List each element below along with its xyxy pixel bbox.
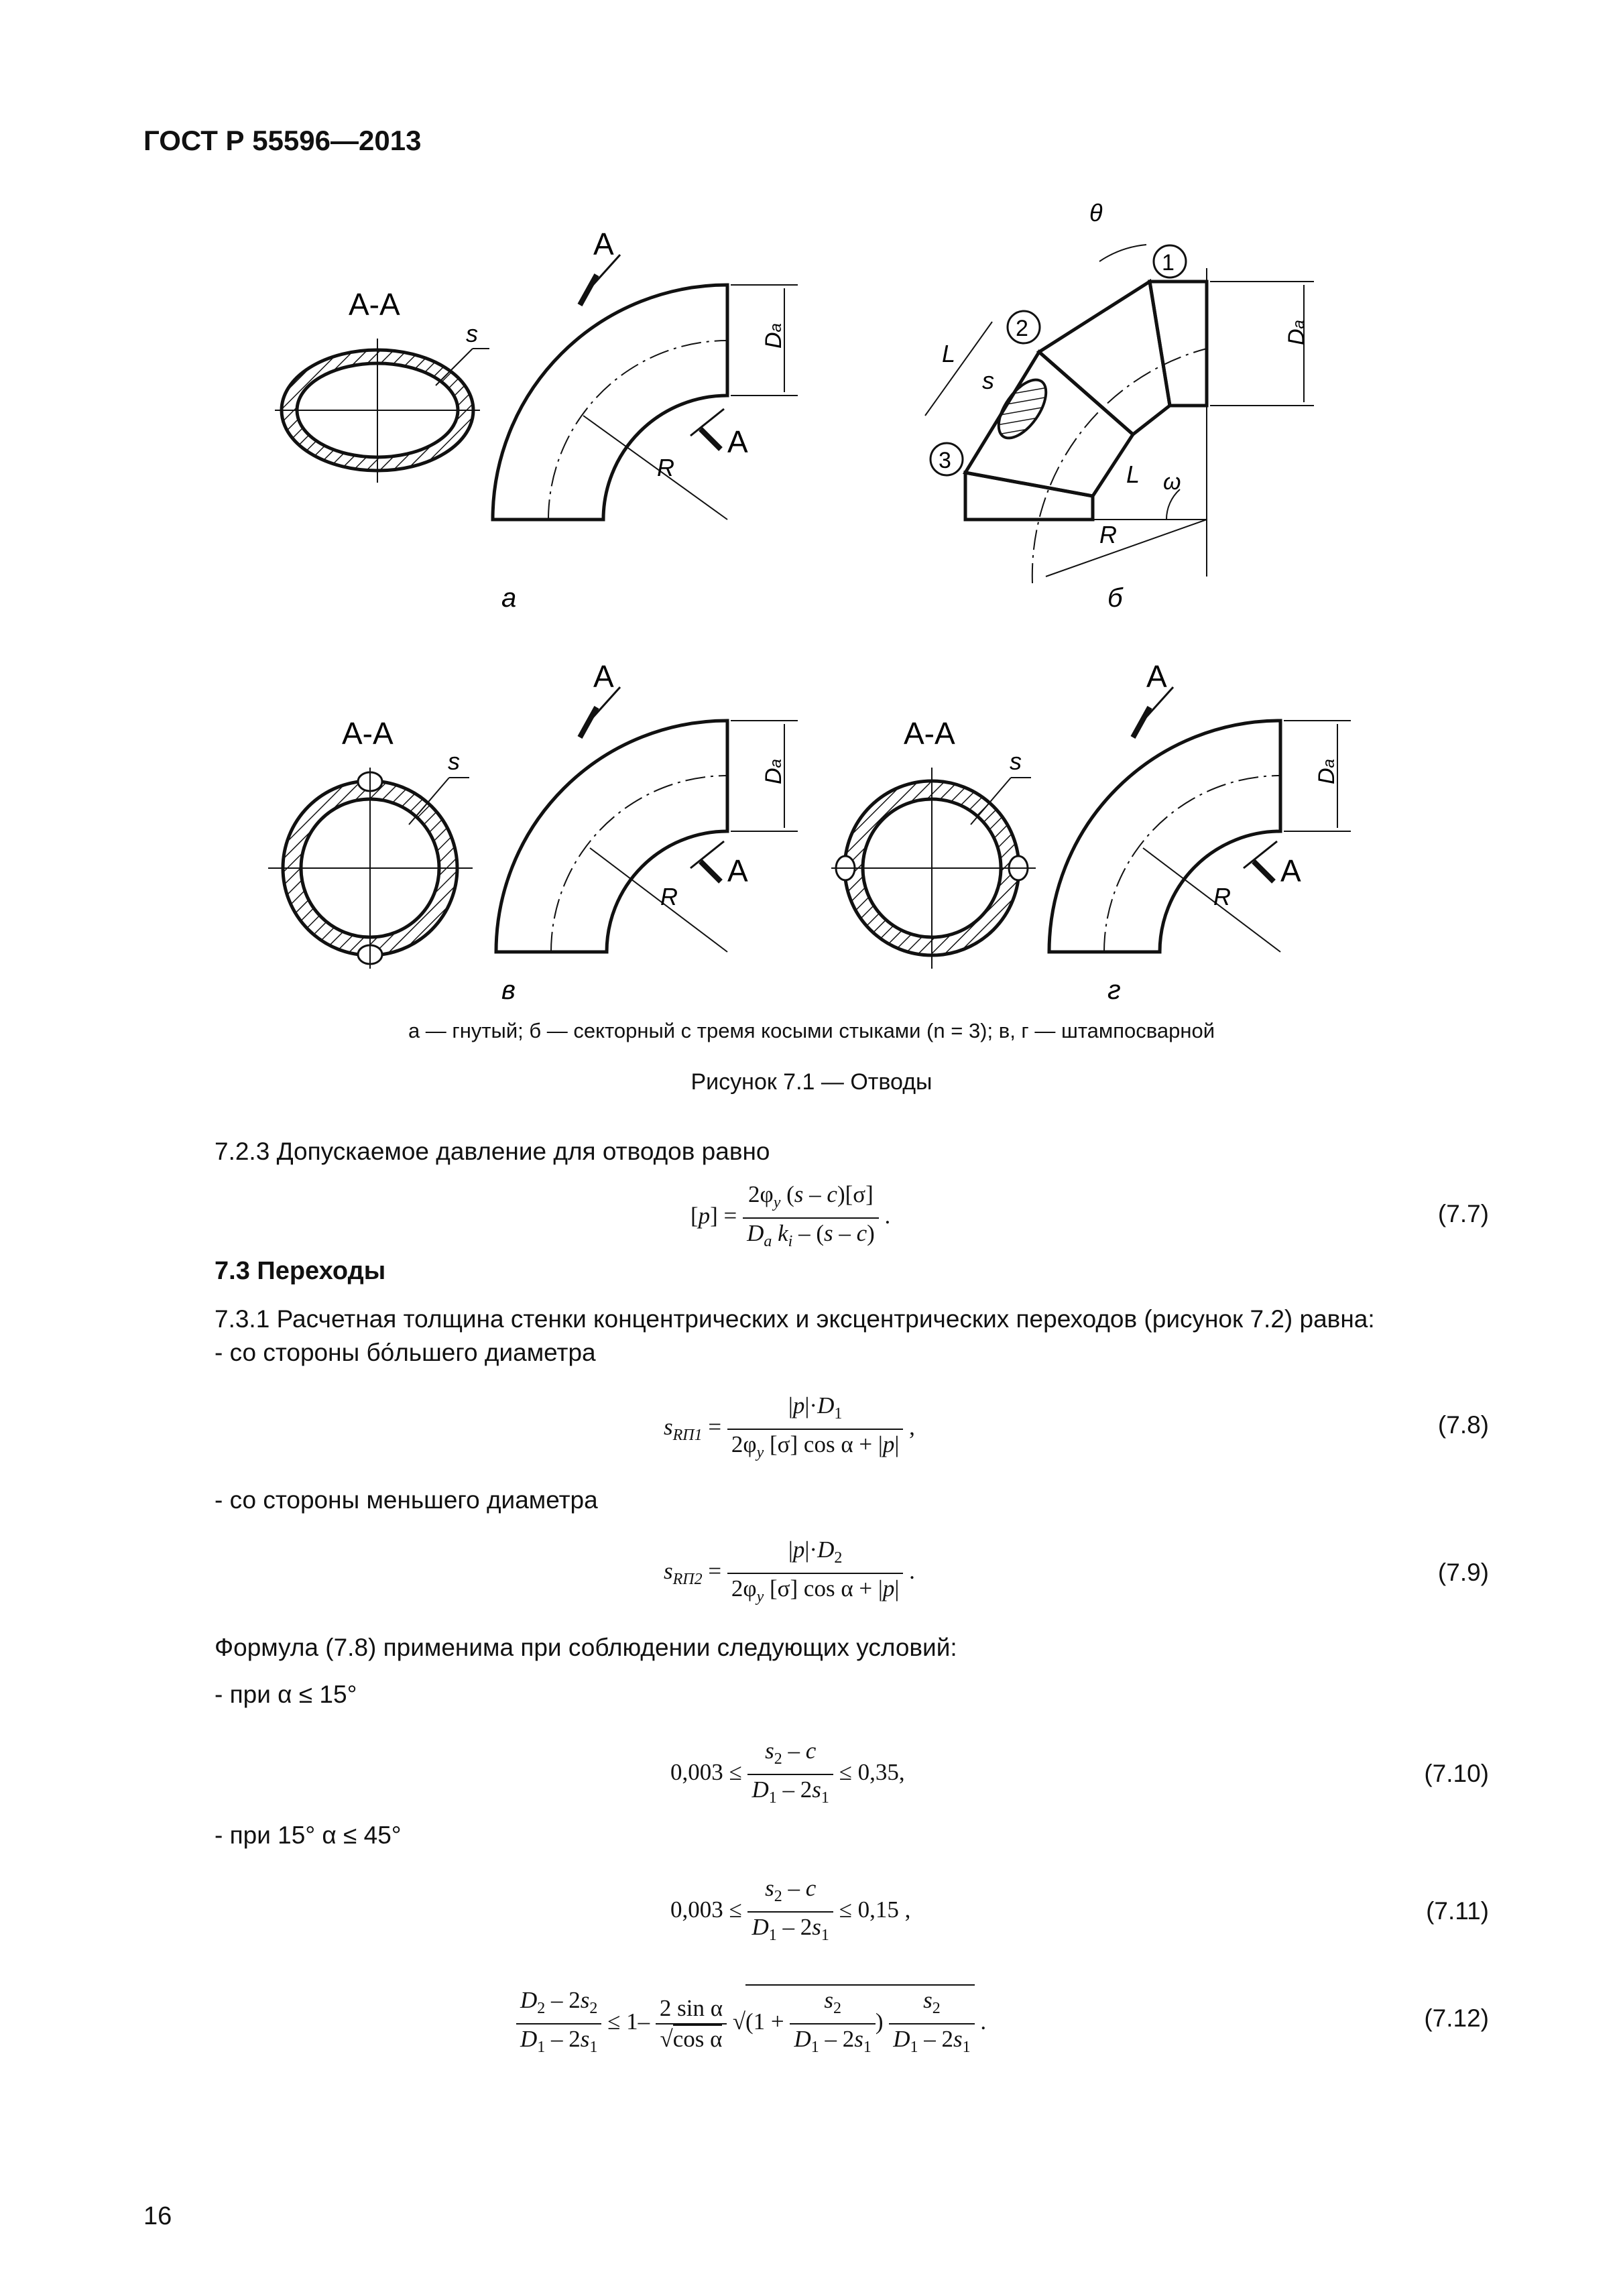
- fig-b-L-label-right: L: [1126, 461, 1140, 488]
- fig-v-s-label: s: [448, 747, 460, 775]
- fig-v-cut-label-bottom: А: [727, 853, 748, 888]
- formula-7-11: 0,003 ≤ $\frac{s_2 - c}{D_1 - 2s_1}$ ≤ 0,15 ,: [670, 1875, 911, 1944]
- figure-title: Рисунок 7.1 — Отводы: [690, 1069, 933, 1095]
- formula-7-7: [p] = $\frac{2\varphi_y (s - c)[\sigma]}{D_a k_i - (s - c)}$ .: [690, 1181, 891, 1250]
- fig-a-R-label: R: [657, 454, 674, 481]
- fig-b-sublabel: б: [1107, 583, 1123, 613]
- formula-7-10: 0,003 ≤ $\frac{s_2 - c}{D_1 - 2s_1}$ ≤ 0,35,: [670, 1738, 905, 1807]
- figure-7-1: [0, 0, 1623, 1140]
- fig-a-section: [275, 287, 489, 483]
- eq-number-7-12: (7.12): [1424, 2004, 1489, 2032]
- paragraph-conditions: Формула (7.8) применима при соблюдении следующих условий:: [215, 1634, 957, 1661]
- fig-b-sector-3: 3: [939, 448, 951, 473]
- fig-a-sublabel: а: [501, 583, 517, 613]
- eq-number-7-11: (7.11): [1426, 1897, 1489, 1925]
- fig-g-section: [831, 716, 1036, 969]
- fig-v-Da-label: Da: [761, 759, 786, 784]
- fig-a-cut-label-top: А: [593, 227, 614, 261]
- fig-v-elbow: [496, 659, 798, 1005]
- fig-b-L-label-left: L: [942, 340, 956, 367]
- fig-g-elbow: [1049, 659, 1351, 1005]
- paragraph-alpha-15-45: - при 15° α ≤ 45°: [215, 1821, 402, 1849]
- paragraph-large-diameter: - со стороны бо́льшего диаметра: [215, 1339, 596, 1366]
- fig-g-sublabel: г: [1107, 975, 1121, 1005]
- fig-b-omega-label: ω: [1163, 469, 1181, 495]
- fig-a-section-label: А-А: [349, 287, 400, 322]
- section-heading-7-3: 7.3 Переходы: [215, 1257, 386, 1285]
- fig-v-section: [268, 716, 473, 969]
- fig-g-s-label: s: [1010, 747, 1022, 775]
- fig-b-s-label: s: [982, 367, 994, 394]
- fig-b-sector-2: 2: [1016, 316, 1028, 341]
- fig-v-cut-label-top: А: [593, 659, 614, 694]
- fig-b-R-label: R: [1099, 521, 1117, 548]
- fig-g-Da-label: Da: [1314, 759, 1339, 784]
- formula-7-12: $\frac{D_2 - 2s_2}{D_1 - 2s_1}$ ≤ 1– $\frac{\text{2 sin α}}{\text{√cos α}}$ √(1 + $\frac{s_2}{D_1 - 2s_1}$ ) $\frac{s_2}{D_1 - 2s_1}$ .: [516, 1984, 986, 2062]
- eq-number-7-9: (7.9): [1437, 1559, 1489, 1586]
- fig-a-cut-label-bottom: А: [727, 424, 748, 459]
- eq-number-7-10: (7.10): [1424, 1760, 1489, 1787]
- fig-v-R-label: R: [660, 883, 678, 910]
- paragraph-7-3-1: 7.3.1 Расчетная толщина стенки концентрических и эксцентрических переходов (рисунок 7.2) равна:: [215, 1305, 1375, 1333]
- formula-7-8: $s_{RП1}$ = $\frac{|p|\cdot D_1}{2\varphi_y [\sigma] \cos \alpha + |p|}$ ,: [664, 1392, 915, 1461]
- paragraph-alpha-15: - при α ≤ 15°: [215, 1681, 357, 1708]
- eq-number-7-8: (7.8): [1437, 1411, 1489, 1439]
- paragraph-7-2-3: 7.2.3 Допускаемое давление для отводов равно: [215, 1138, 770, 1165]
- fig-g-cut-label-bottom: А: [1280, 853, 1301, 888]
- paragraph-small-diameter: - со стороны меньшего диаметра: [215, 1486, 598, 1514]
- document-header: ГОСТ Р 55596—2013: [143, 125, 422, 156]
- fig-v-section-label: А-А: [342, 716, 394, 751]
- fig-v-sublabel: в: [501, 975, 516, 1005]
- eq-number-7-7: (7.7): [1437, 1200, 1489, 1227]
- fig-b-theta-label: θ: [1089, 199, 1103, 227]
- fig-b-sector-elbow: [925, 199, 1314, 613]
- fig-a-elbow: [493, 227, 798, 613]
- fig-g-section-label: А-А: [904, 716, 955, 751]
- fig-b-Da-label: Da: [1284, 320, 1309, 345]
- fig-g-R-label: R: [1213, 883, 1231, 910]
- fig-a-Da-label: Da: [761, 323, 786, 349]
- fig-b-sector-1: 1: [1162, 250, 1175, 276]
- figure-caption: а — гнутый; б — секторный с тремя косыми стыками (n = 3); в, г — штампосварной: [408, 1019, 1215, 1042]
- fig-g-cut-label-top: А: [1146, 659, 1167, 694]
- page-number: 16: [143, 2202, 172, 2230]
- formula-7-9: $s_{RП2}$ = $\frac{|p|\cdot D_2}{2\varphi_y [\sigma] \cos \alpha + |p|}$ .: [664, 1536, 915, 1606]
- fig-a-s-label: s: [466, 320, 478, 347]
